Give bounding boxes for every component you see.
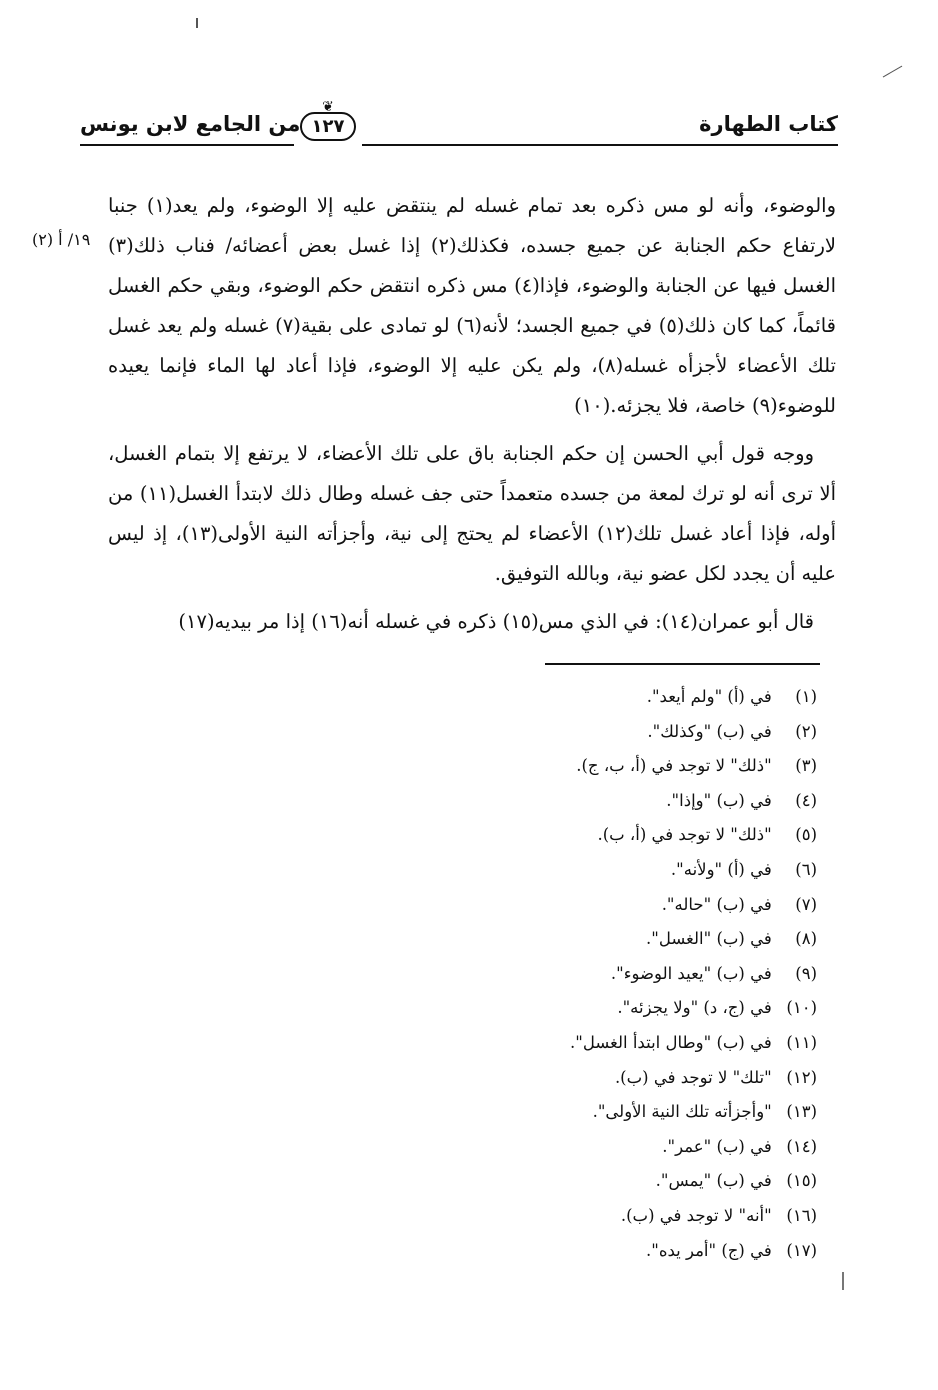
footnote-text: "أنه" لا توجد في (ب). <box>620 1205 772 1225</box>
footnote-text: في (ب) "حاله". <box>661 894 772 914</box>
footnote-item <box>380 1199 817 1234</box>
footnote-text: في (ب) "عمر". <box>662 1136 772 1156</box>
footnote-number: (١٦) <box>786 1205 817 1225</box>
footnote-number: (٥) <box>795 825 817 845</box>
footnotes <box>380 680 817 1268</box>
footnote-number: (١٣) <box>786 1102 817 1122</box>
footnote-text: في (ب) "وكذلك". <box>647 721 772 741</box>
scan-mark <box>196 18 198 28</box>
footnote-item <box>380 680 817 715</box>
footnote-text: في (ب) "الغسل". <box>646 929 772 949</box>
footnote-item <box>380 1130 817 1165</box>
footnote-item <box>380 1061 817 1096</box>
footnote-text: في (ب) "وإذا". <box>666 790 772 810</box>
footnote-item <box>380 1095 817 1130</box>
ornament-icon: ❦ <box>322 99 334 115</box>
footnote-number: (٢) <box>795 721 817 741</box>
footnote-item <box>380 1164 817 1199</box>
footnote-number: (٨) <box>795 929 817 949</box>
footnote-number: (١٠) <box>786 998 817 1018</box>
paragraph: والوضوء، وأنه لو مس ذكره بعد تمام غسله لم ينتقض عليه إلا الوضوء، ولم يعد(١) جنبا لارتفاع حكم الجنابة عن جميع جسده، فكذلك(٢) إذا غسل بعض أعضائه/ فناب ذلك(٣) الغسل فيها عن الجنابة والوضوء، فإذا(٤) مس ذكره انتقض حكم الوضوء، وبقي حكم الغسل قائماً، كما كان ذلك(٥) في جميع الجسد؛ لأنه(٦) لو تمادى على بقية(٧) غسله ولم يعد غسل تلك الأعضاء لأجزأه غسله(٨)، ولم يكن عليه إلا الوضوء، فإذا أعاد لها الماء فإنما يعيده للوضوء(٩) خاصة، فلا يجزئه.(١٠) <box>108 194 837 417</box>
footnote-item <box>380 922 817 957</box>
footnote-item <box>380 991 817 1026</box>
footnote-text: في (ب) "وطال ابتدأ الغسل". <box>569 1032 772 1052</box>
footnote-text: في (ب) "يعيد الوضوء". <box>610 963 772 983</box>
main-text <box>108 186 836 650</box>
footnote-text: في (ب) "يمس". <box>655 1171 772 1191</box>
footnote-number: (١١) <box>786 1032 817 1052</box>
footnote-text: "ذلك" لا توجد في (أ، ب، ج). <box>576 756 772 776</box>
page-number-badge <box>294 99 362 154</box>
footnote-item <box>380 888 817 923</box>
footnote-text: في (ج) "أمر يده". <box>646 1240 772 1260</box>
footnote-number: (١٧) <box>786 1240 817 1260</box>
footnote-separator <box>545 663 820 665</box>
footnote-number: (٦) <box>795 859 817 879</box>
footnote-item <box>380 1234 817 1269</box>
scan-mark <box>876 54 903 78</box>
footnote-number: (١٥) <box>786 1171 817 1191</box>
footnote-item <box>380 715 817 750</box>
footnote-text: "وأجزأته تلك النية الأولى". <box>592 1102 772 1122</box>
footnote-item <box>380 818 817 853</box>
footnote-text: في (أ) "ولم أيعد". <box>646 687 772 706</box>
footnote-text: في (أ) "ولأنه". <box>670 859 772 879</box>
paragraph: ووجه قول أبي الحسن إن حكم الجنابة باق على تلك الأعضاء، لا يرتفع إلا بتمام الغسل، ألا ترى أنه لو ترك لمعة من جسده متعمداً حتى جف غسله وطال ذلك لابتدأ الغسل(١١) من أوله، فإذا أعاد غسل تلك(١٢) الأعضاء لم يحتج إلى نية، وأجزأته النية الأولى(١٣)، إذ ليس عليه أن يجدد لكل عضو نية، وبالله التوفيق. <box>108 442 836 585</box>
footnote-item <box>380 784 817 819</box>
footnote-item <box>380 749 817 784</box>
chapter-title: كتاب الطهارة <box>699 112 838 136</box>
paragraph: قال أبو عمران(١٤): في الذي مس(١٥) ذكره في غسله أنه(١٦) إذا مر بيديه(١٧) <box>178 610 814 633</box>
footnote-text: "تلك" لا توجد في (ب). <box>614 1067 772 1087</box>
page-header <box>80 99 838 154</box>
footnote-text: في (ج، د) "ولا يجزئه". <box>617 998 772 1018</box>
scan-mark <box>842 1272 844 1290</box>
footnote-number: (٣) <box>795 756 817 776</box>
footnote-number: (٧) <box>795 894 817 914</box>
footnote-number: (١٤) <box>786 1136 817 1156</box>
footnote-text: "ذلك" لا توجد في (أ، ب). <box>597 825 772 845</box>
footnote-number: (١٢) <box>786 1067 817 1087</box>
page-number: ١٢٧ <box>300 112 357 141</box>
footnote-item <box>380 1026 817 1061</box>
book-title: من الجامع لابن يونس <box>80 112 301 136</box>
footnote-number: (٤) <box>795 790 817 810</box>
header-rule <box>80 144 838 146</box>
footnote-number: (١) <box>795 687 817 706</box>
footnote-number: (٩) <box>795 963 817 983</box>
footnote-item <box>380 957 817 992</box>
margin-note: ١٩/ أ (٢) <box>32 230 91 249</box>
footnote-item <box>380 853 817 888</box>
